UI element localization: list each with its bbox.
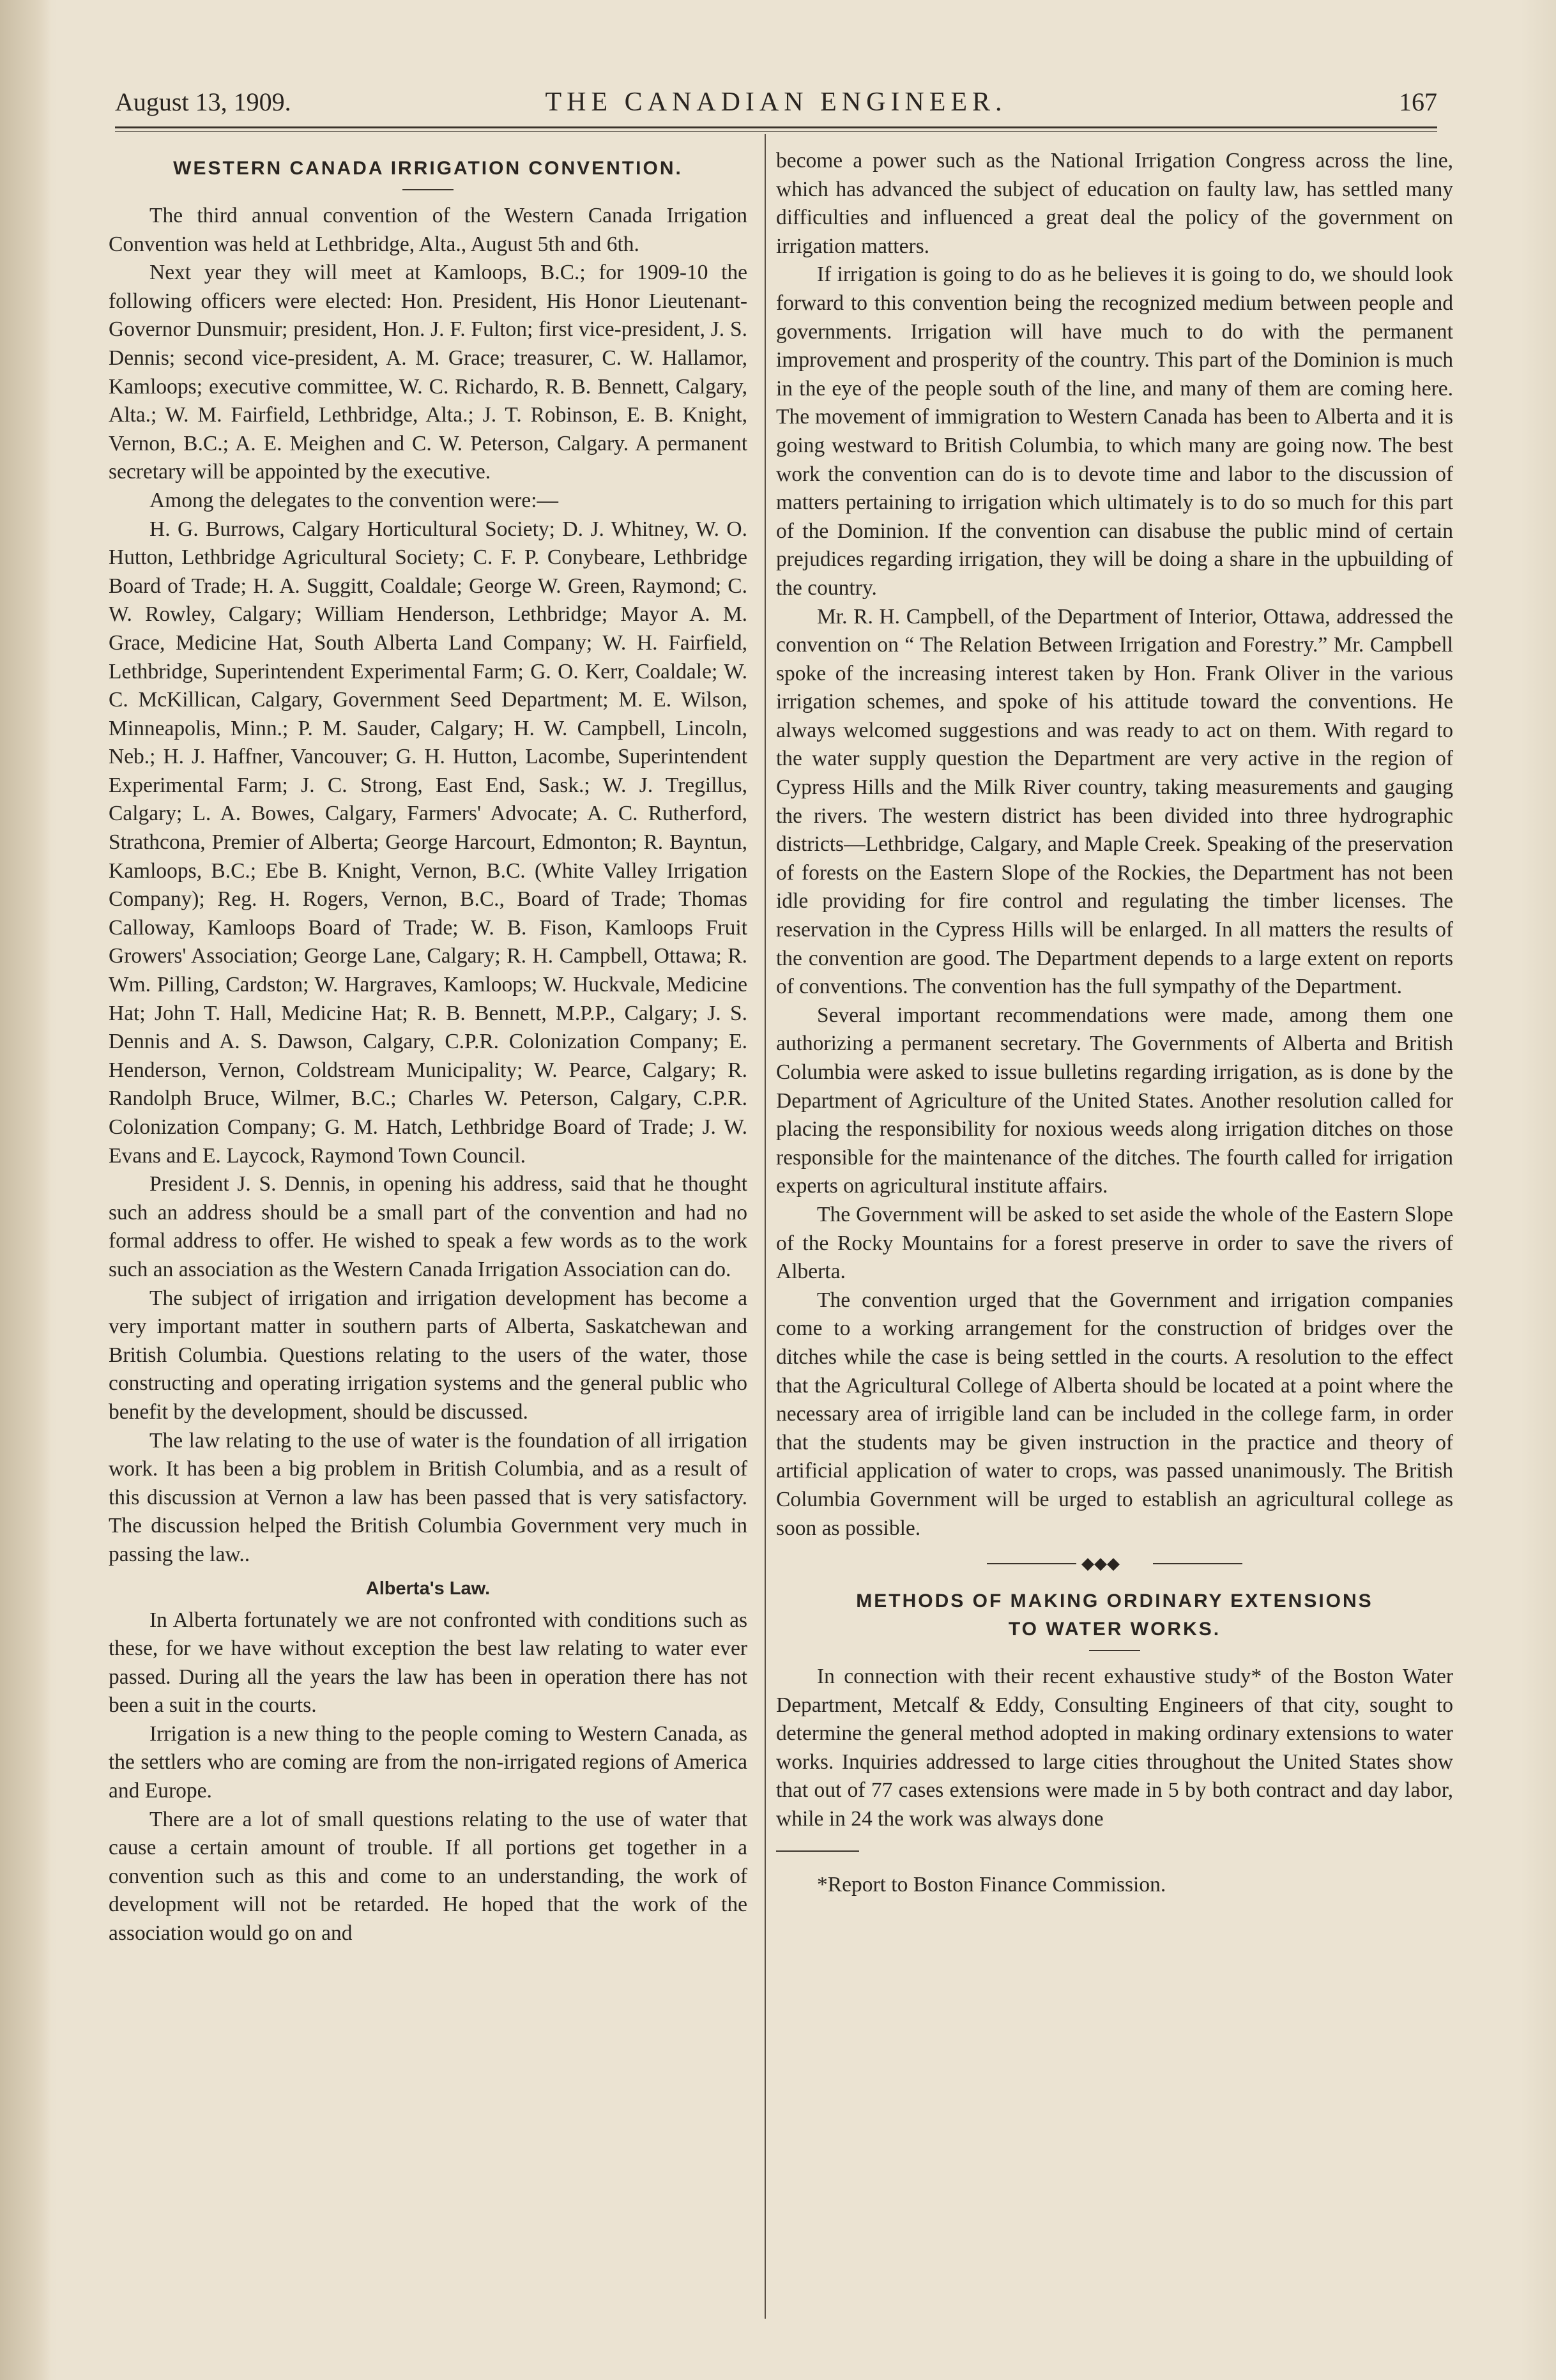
footnote-rule xyxy=(776,1850,859,1852)
diamond-ornament-icon: ◆◆◆ xyxy=(1081,1554,1120,1573)
section-ornament xyxy=(776,1554,1453,1573)
paragraph: become a power such as the National Irrigation Congress across the line, which has advanced the subject of education on faulty law, has settled many difficulties and influenced a great deal the policy of the government on irrigation matters. xyxy=(776,149,1453,258)
paragraph: Several important recommendations were made, among them one authorizing a permanent secretary. The Governments of Alberta and British Columbia were asked to issue bulletins regarding irrigation, as is done by the Department of Agriculture of the United States. Another resolution called for placing the responsibility for noxious weeds along irrigation ditches on those responsible for the maintenance of the ditches. The fourth called for irrigation experts on agricultural institute affairs. xyxy=(776,1003,1453,1198)
header-rule xyxy=(115,126,1437,128)
running-header xyxy=(115,83,1437,121)
header-rule-thin xyxy=(115,131,1437,132)
paragraph: The third annual convention of the Western Canada Irrigation Convention was held at Lethbridge, Alta., August 5th and 6th. xyxy=(109,204,747,256)
paragraph: In Alberta fortunately we are not confronted with conditions such as these, for we have without exception the best law relating to water ever passed. During all the years the law has been in operation there has not been a suit in the courts. xyxy=(109,1608,747,1718)
article-title-line: TO WATER WORKS. xyxy=(1008,1619,1221,1640)
right-column xyxy=(776,147,1453,1899)
paragraph: Next year they will meet at Kamloops, B.C.; for 1909-10 the following officers were elected: Hon. President, His Honor Lieutenant-Governor Dunsmuir; president, Hon. J. F. Fulton; first vice-president, J. S. Dennis; second vice-president, A. M. Grace; treasurer, C. W. Hallamor, Kamloops; executive committee, W. C. Richardo, R. B. Bennett, Calgary, Alta.; W. M. Fairfield, Lethbridge, Alta.; J. T. Robinson, E. B. Knight, Vernon, B.C.; A. E. Meighen and C. W. Peterson, Calgary. A permanent secretary will be appointed by the executive. xyxy=(109,261,747,484)
paragraph: The subject of irrigation and irrigation development has become a very important matter in southern parts of Alberta, Saskatchewan and British Columbia. Questions relating to the users of the water, those constructing and operating irrigation systems and the general public who benefit by the development, should be discussed. xyxy=(109,1286,747,1424)
paragraph: The Government will be asked to set aside the whole of the Eastern Slope of the Rocky Mountains for a forest preserve in order to save the rivers of Alberta. xyxy=(776,1202,1453,1284)
title-rule xyxy=(1089,1650,1140,1651)
binding-shadow xyxy=(0,0,51,2380)
article-title: WESTERN CANADA IRRIGATION CONVENTION. xyxy=(173,158,683,179)
article-title xyxy=(776,1587,1453,1644)
column-divider xyxy=(765,134,766,2319)
paragraph: If irrigation is going to do as he believes it is going to do, we should look forward to this convention being the recognized medium between people and governments. Irrigation will have much to do with the permanent improvement and prosperity of the country. This part of the Dominion is much in the eye of the people south of the line, and many of them are coming here. The movement of immigration to Western Canada has been to Alberta and it is going westward to British Columbia, to which many are going now. The best work the convention can do is to devote time and labor to the discussion of matters pertaining to irrigation which ultimately is to do so much for this part of the Dominion. If the convention can disabuse the public mind of certain prejudices regarding irrigation, they will be doing a share in the upbuilding of the country. xyxy=(776,263,1453,600)
paragraph: There are a lot of small questions relating to the use of water that cause a certain amount of trouble. If all portions get together in a convention such as this and come to an understanding, the work of development will not be retarded. He hoped that the work of the association would go on and xyxy=(109,1807,747,1946)
delegates-list: H. G. Burrows, Calgary Horticultural Society; D. J. Whitney, W. O. Hutton, Lethbridge Agricultural Society; C. F. P. Conybeare, Lethbridge Board of Trade; H. A. Suggitt, Coaldale; George W. Green, Raymond; C. W. Rowley, Calgary; William Henderson, Lethbridge; Mayor A. M. Grace, Medicine Hat, South Alberta Land Company; W. H. Fairfield, Lethbridge, Superintendent Experimental Farm; G. O. Kerr, Coaldale; W. C. McKillican, Calgary, Government Seed Department; M. E. Wilson, Minneapolis, Minn.; P. M. Sauder, Calgary; H. W. Campbell, Lincoln, Neb.; H. J. Haffner, Vancouver; G. H. Hutton, Lacombe, Superintendent Experimental Farm; J. C. Strong, East End, Sask.; W. J. Tregillus, Calgary; L. A. Bowes, Calgary, Farmers' Advocate; A. C. Rutherford, Strathcona, Premier of Alberta; George Harcourt, Edmonton; R. Bayntun, Kamloops, B.C.; Ebe B. Knight, Vernon, B.C. (White Valley Irrigation Company); Reg. H. Rogers, Vernon, B.C., Board of Trade; Thomas Calloway, Kamloops Board of Trade; W. B. Fison, Kamloops Fruit Growers' Association; George Lane, Calgary; R. H. Campbell, Ottawa; R. Wm. Pilling, Cardston; W. Hargraves, Kamloops; W. Huckvale, Medicine Hat; John T. Hall, Medicine Hat; R. B. Bennett, M.P.P., Calgary; J. S. Dennis and A. S. Dawson, Calgary, C.P.R. Colonization Company; E. Henderson, Vernon, Coldstream Municipality; W. Pearce, Calgary; R. Randolph Bruce, Wilmer, B.C.; Charles W. Peterson, Calgary, C.P.R. Colonization Company; G. M. Hatch, Lethbridge Board of Trade; J. W. Evans and E. Laycock, Raymond Town Council. xyxy=(109,517,747,1168)
footnote: *Report to Boston Finance Commission. xyxy=(817,1872,1166,1896)
article-title-line: METHODS OF MAKING ORDINARY EXTENSIONS xyxy=(856,1590,1373,1612)
title-rule xyxy=(402,189,454,190)
paragraph: The law relating to the use of water is the foundation of all irrigation work. It has been a big problem in British Columbia, and as a result of this discussion at Vernon a law has been passed that is very satisfactory. The discussion helped the British Columbia Government very much in passing the law.. xyxy=(109,1428,747,1566)
paragraph: In connection with their recent exhaustive study* of the Boston Water Department, Metcalf & Eddy, Consulting Engineers of that city, sought to determine the general method adopted in making ordinary extensions to water works. Inquiries addressed to large cities throughout the United States show that out of 77 cases extensions were made in 5 by both contract and day labor, while in 24 the work was always done xyxy=(776,1665,1453,1831)
journal-title: THE CANADIAN ENGINEER. xyxy=(545,88,1007,117)
issue-date: August 13, 1909. xyxy=(115,88,291,116)
page-number: 167 xyxy=(1399,88,1437,116)
section-subheading: Alberta's Law. xyxy=(365,1578,491,1599)
paragraph: Mr. R. H. Campbell, of the Department of Interior, Ottawa, addressed the convention on “ The Relation Between Irrigation and Forestry.” Mr. Campbell spoke of the increasing interest taken by Hon. Frank Oliver in the various irrigation schemes, and spoke of his attitude toward the conventions. He always welcomed suggestions and was ready to act on them. With regard to the water supply question the Department are very active in the region of Cypress Hills and the Milk River country, taking measurements and gauging the rivers. The western district has been divided into three hydrographic districts—Lethbridge, Calgary, and Maple Creek. Speaking of the preservation of forests on the Eastern Slope of the Rockies, the Department has not been idle providing for fire control and regulating the timber licenses. The reservation in the Cypress Hills will be enlarged. In all matters the results of the convention are good. The Department depends to a large extent on reports of conventions. The convention has the full sympathy of the Department. xyxy=(776,604,1453,999)
paragraph: President J. S. Dennis, in opening his address, said that he thought such an address should be a small part of the convention and had no formal address to offer. He wished to speak a few words as to the work such an association as the Western Canada Irrigation Association can do. xyxy=(109,1172,747,1281)
paragraph: The convention urged that the Government and irrigation companies come to a working arrangement for the construction of bridges over the ditches while the case is being settled in the courts. A resolution to the effect that the Agricultural College of Alberta should be located at a point where the necessary area of irrigible land can be included in the college farm, in order that the students may be given instruction in the practice and theory of artificial application of water to crops, was passed unanimously. The British Columbia Government will be urged to establish an agricultural college as soon as possible. xyxy=(776,1288,1453,1540)
paragraph: Among the delegates to the convention were:— xyxy=(149,488,559,512)
paragraph: Irrigation is a new thing to the people coming to Western Canada, as the settlers who are coming are from the non-irrigated regions of America and Europe. xyxy=(109,1721,747,1803)
left-column xyxy=(109,147,747,1948)
